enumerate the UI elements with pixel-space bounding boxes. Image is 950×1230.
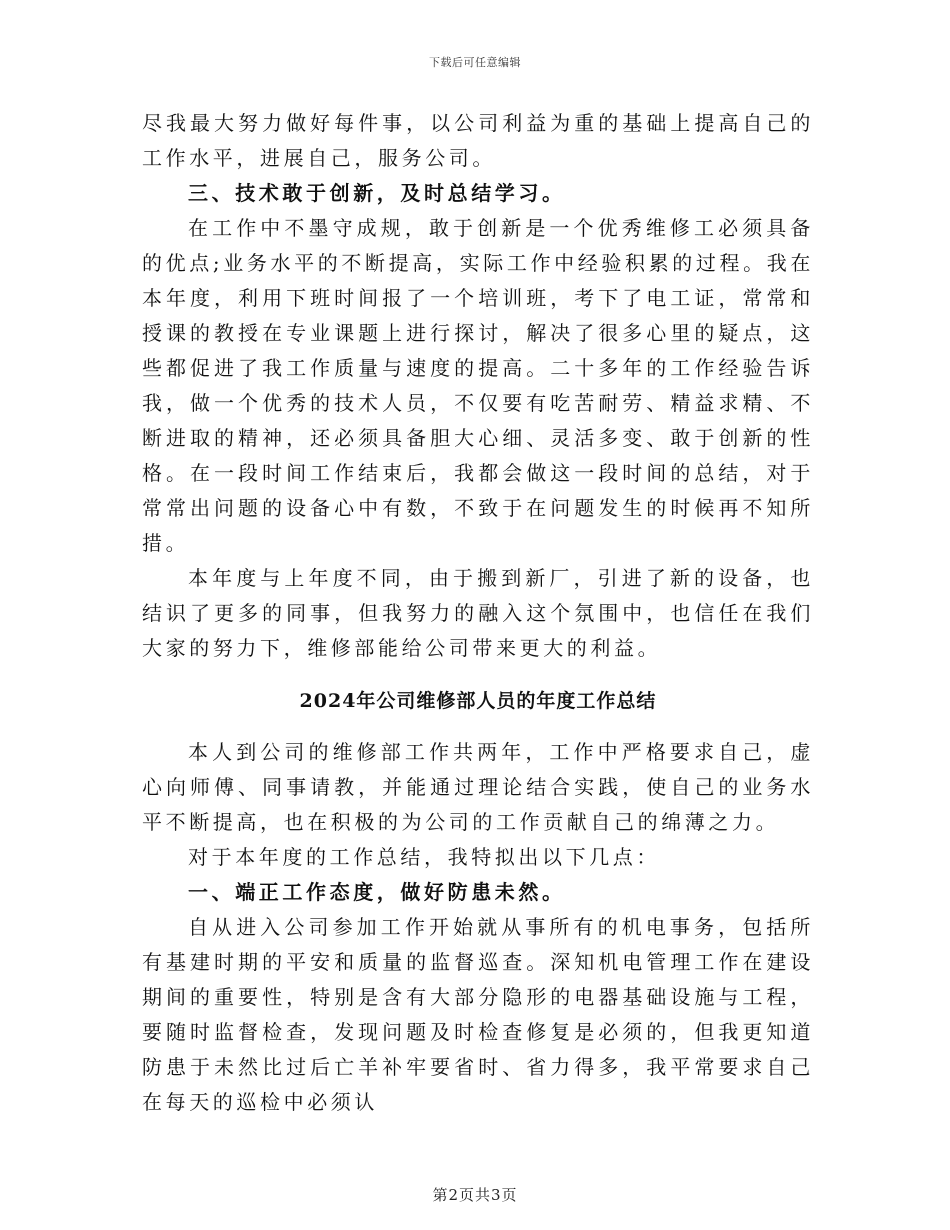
- section-heading-1: 一、端正工作态度，做好防患未然。: [188, 880, 566, 904]
- paragraph-prevention: 自从进入公司参加工作开始就从事所有的机电事务，包括所有基建时期的平安和质量的监督巡查。深知机电管理工作在建设期间的重要性，特别是含有大部分隐形的电器基础设施与工程，要随时监督检查，发现问题及时检查修复是必须的，但我更知道防患于未然比过后亡羊补牢要省时、省力得多，我平常要求自己在每天的巡检中必须认: [142, 915, 814, 1114]
- document-title: 2024年公司维修部人员的年度工作总结: [299, 690, 657, 712]
- section-heading-3: 三、技术敢于创新，及时总结学习。: [188, 181, 566, 205]
- paragraph-intro: 本人到公司的维修部工作共两年，工作中严格要求自己，虚心向师傅、同事请教，并能通过理论结合实践，使自己的业务水平不断提高，也在积极的为公司的工作贡献自己的绵薄之力。: [142, 740, 814, 834]
- paragraph-continued: 尽我最大努力做好每件事，以公司利益为重的基础上提高自己的工作水平，进展自己，服务公司。: [142, 111, 814, 170]
- page-header: 下载后可任意编辑: [429, 56, 521, 69]
- paragraph-summary-points: 对于本年度的工作总结，我特拟出以下几点：: [188, 845, 660, 869]
- paragraph-new-factory: 本年度与上年度不同，由于搬到新厂，引进了新的设备，也结识了更多的同事，但我努力的融入这个氛围中，也信任在我们大家的努力下，维修部能给公司带来更大的利益。: [142, 566, 814, 660]
- paragraph-innovation: 在工作中不墨守成规，敢于创新是一个优秀维修工必须具备的优点;业务水平的不断提高，实际工作中经验积累的过程。我在本年度，利用下班时间报了一个培训班，考下了电工证，常常和授课的教授在专业课题上进行探讨，解决了很多心里的疑点，这些都促进了我工作质量与速度的提高。二十多年的工作经验告诉我，做一个优秀的技术人员，不仅要有吃苦耐劳、精益求精、不断进取的精神，还必须具备胆大心细、灵活多变、敢于创新的性格。在一段时间工作结束后，我都会做这一段时间的总结，对于常常出问题的设备心中有数，不致于在问题发生的时候再不知所措。: [142, 216, 814, 555]
- page-number: 第2页共3页: [432, 1186, 518, 1204]
- document-body: [142, 106, 814, 1120]
